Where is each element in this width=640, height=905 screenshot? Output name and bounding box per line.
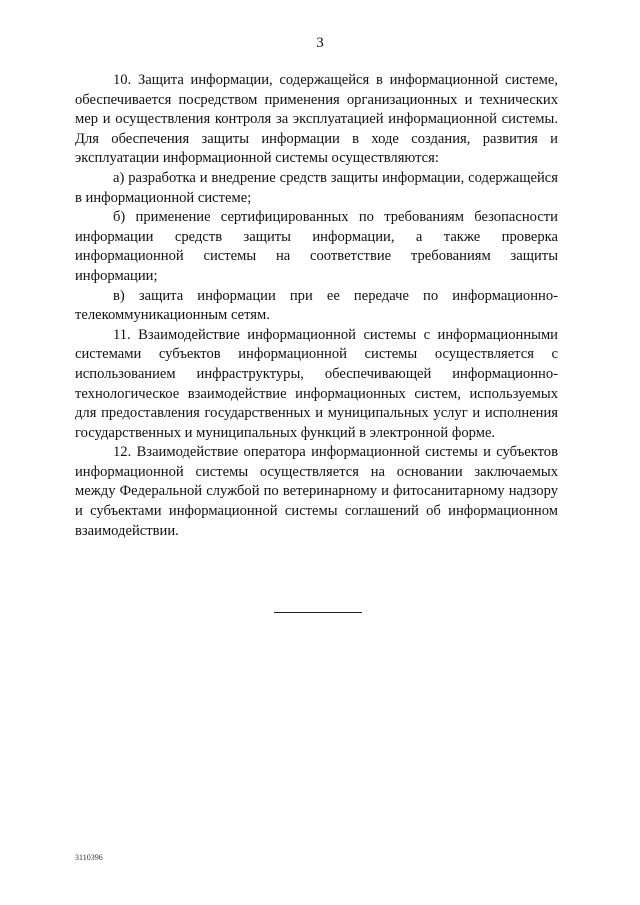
list-item-c: в) защита информации при ее передаче по информационно-телекоммуникационным сетям. xyxy=(75,287,558,324)
paragraph-11: 11. Взаимодействие информационной системы с информационными системами субъектов информационной системы осуществляется с использованием инфраструктуры, обеспечивающей информационно-технологическое взаимодействие информационных систем, используемых для предоставления государственных и муниципальных услуг и исполнения государственных и муниципальных функций в электронной форме. xyxy=(75,326,558,441)
document-code: 3110396 xyxy=(75,853,103,862)
list-item-a: а) разработка и внедрение средств защиты информации, содержащейся в информационной системе; xyxy=(75,169,558,206)
paragraph-12: 12. Взаимодействие оператора информационной системы и субъектов информационной системы осуществляется на основании заключаемых между Федеральной службой по ветеринарному и фитосанитарному надзору и субъектами информационной системы соглашений об информационном взаимодействии. xyxy=(75,444,558,539)
page-number: 3 xyxy=(316,35,324,51)
list-item-b: б) применение сертифицированных по требованиям безопасности информации средств защиты информации, а также проверка информационной системы на соответствие требованиям защиты информации; xyxy=(75,209,558,284)
document-body xyxy=(75,71,558,541)
end-separator-line xyxy=(274,612,362,613)
paragraph-10: 10. Защита информации, содержащейся в информационной системе, обеспечивается посредством применения организационных и технических мер и осуществления контроля за эксплуатацией информационной системы. Для обеспечения защиты информации в ходе создания, развития и эксплуатации информационной системы осуществляются: xyxy=(75,72,558,167)
